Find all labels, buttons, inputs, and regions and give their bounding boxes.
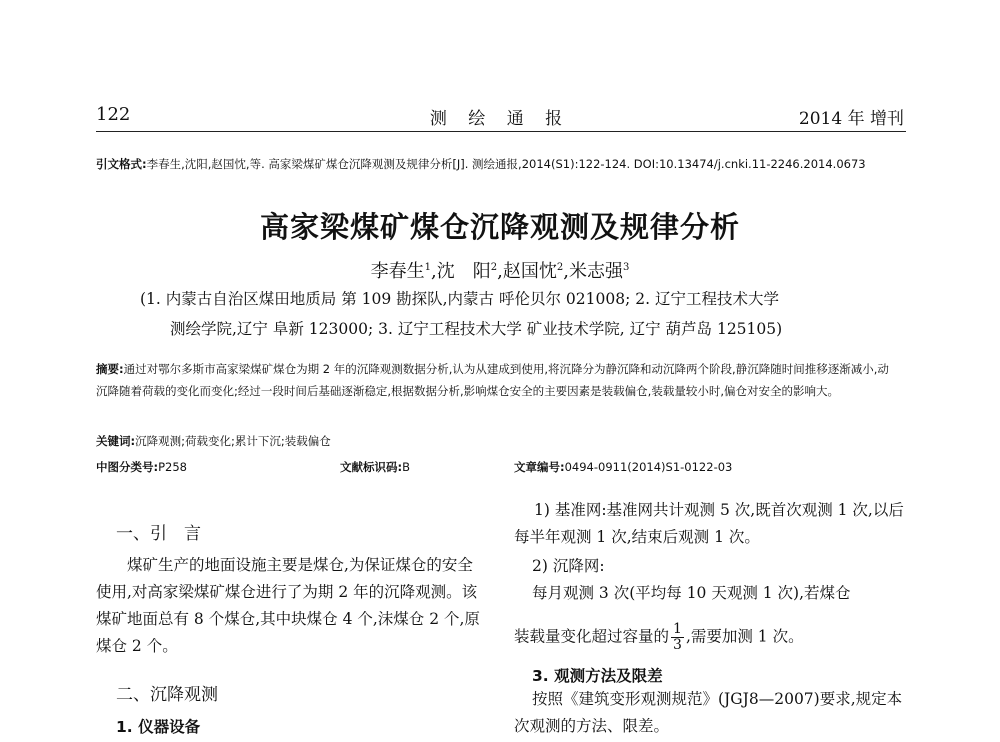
author-name: 李春生 xyxy=(370,261,425,282)
fraction-denominator: 3 xyxy=(673,637,682,653)
fraction-numerator: 1 xyxy=(673,621,682,637)
subsection-heading-equipment: 1. 仪器设备 xyxy=(116,718,201,736)
article-number-label: 文章编号: xyxy=(514,460,565,474)
author-list xyxy=(0,257,1000,283)
citation-label: 引文格式: xyxy=(96,157,147,171)
clc-label: 中图分类号: xyxy=(96,460,159,474)
author-name: 米志强 xyxy=(568,261,623,282)
benchmark-network-item: 1) 基准网:基准网共计观测 5 次,既首次观测 1 次,以后每半年观测 1 次,结束后观测 1 次。 xyxy=(514,501,904,546)
section-heading-settlement: 二、沉降观测 xyxy=(116,685,218,705)
subsection-heading-methods: 3. 观测方法及限差 xyxy=(532,667,663,685)
header-rule xyxy=(96,131,906,132)
citation xyxy=(96,155,908,174)
author-name: 沈 阳 xyxy=(436,261,491,282)
citation-text: 李春生,沈阳,赵国忱,等. 高家梁煤矿煤仓沉降观测及规律分析[J]. 测绘通报,2014(S1):122-124. DOI:10.13474/j.cnki.11-2246.2014.0673 xyxy=(146,157,866,171)
author-affil-mark: 1 xyxy=(424,262,432,273)
fraction-one-third xyxy=(671,622,684,653)
article-number xyxy=(514,459,732,475)
author-separator: , xyxy=(563,261,569,282)
clc-number xyxy=(96,459,187,475)
continuation-prefix: 装载量变化超过容量的 xyxy=(514,627,670,646)
author-separator: , xyxy=(431,261,437,282)
document-code xyxy=(340,459,410,475)
keywords-label: 关键词: xyxy=(96,434,136,448)
keywords-text: 沉降观测;荷载变化;累计下沉;装载偏仓 xyxy=(135,434,331,448)
author-affil-mark: 2 xyxy=(490,262,498,273)
continuation-suffix: ,需要加测 1 次。 xyxy=(685,627,804,646)
article-number-value: 0494-0911(2014)S1-0122-03 xyxy=(564,460,733,474)
author-name: 赵国忱 xyxy=(502,261,557,282)
author-affil-mark: 3 xyxy=(622,262,630,273)
issue-label: 2014 年 增刊 xyxy=(798,109,904,129)
abstract-text: 通过对鄂尔多斯市高家梁煤矿煤仓为期 2 年的沉降观测数据分析,认为从建成到使用,将沉降分为静沉降和动沉降两个阶段,静沉降随时间推移逐渐减小,动沉降随着荷载的变化而变化;经过一段时间后基础逐渐稳定,根据数据分析,影响煤仓安全的主要因素是装载偏仓,装载量较小时,偏仓对安全的影响大。 xyxy=(96,362,889,398)
introduction-paragraph: 煤矿生产的地面设施主要是煤仓,为保证煤仓的安全使用,对高家梁煤矿煤仓进行了为期 2 年的沉降观测。该煤矿地面总有 8 个煤仓,其中块煤仓 4 个,沫煤仓 2 个,原煤仓 2 个。 xyxy=(96,556,480,655)
affiliation-line-1: (1. 内蒙古自治区煤田地质局 第 109 勘探队,内蒙古 呼伦贝尔 021008; 2. 辽宁工程技术大学 xyxy=(140,290,779,308)
journal-name: 测 绘 通 报 xyxy=(429,109,571,129)
affiliation-line-2: 测绘学院,辽宁 阜新 123000; 3. 辽宁工程技术大学 矿业技术学院, 辽宁 葫芦岛 125105) xyxy=(170,320,783,338)
author-affil-mark: 2 xyxy=(556,262,564,273)
abstract xyxy=(96,358,896,402)
paper-title: 高家梁煤矿煤仓沉降观测及规律分析 xyxy=(259,210,740,244)
abstract-label: 摘要: xyxy=(96,362,124,376)
clc-value: P258 xyxy=(158,460,187,474)
settlement-network-text: 每月观测 3 次(平均每 10 天观测 1 次),若煤仓 xyxy=(532,584,851,602)
author-separator: , xyxy=(497,261,503,282)
methods-paragraph: 按照《建筑变形观测规范》(JGJ8—2007)要求,规定本次观测的方法、限差。 xyxy=(514,690,903,735)
doc-code-label: 文献标识码: xyxy=(340,460,403,474)
section-heading-introduction: 一、引 言 xyxy=(116,524,201,544)
page-number: 122 xyxy=(96,104,131,125)
doc-code-value: B xyxy=(402,460,410,474)
settlement-network-item: 2) 沉降网: xyxy=(532,557,605,575)
settlement-network-continuation xyxy=(514,622,804,653)
keywords xyxy=(96,433,331,449)
